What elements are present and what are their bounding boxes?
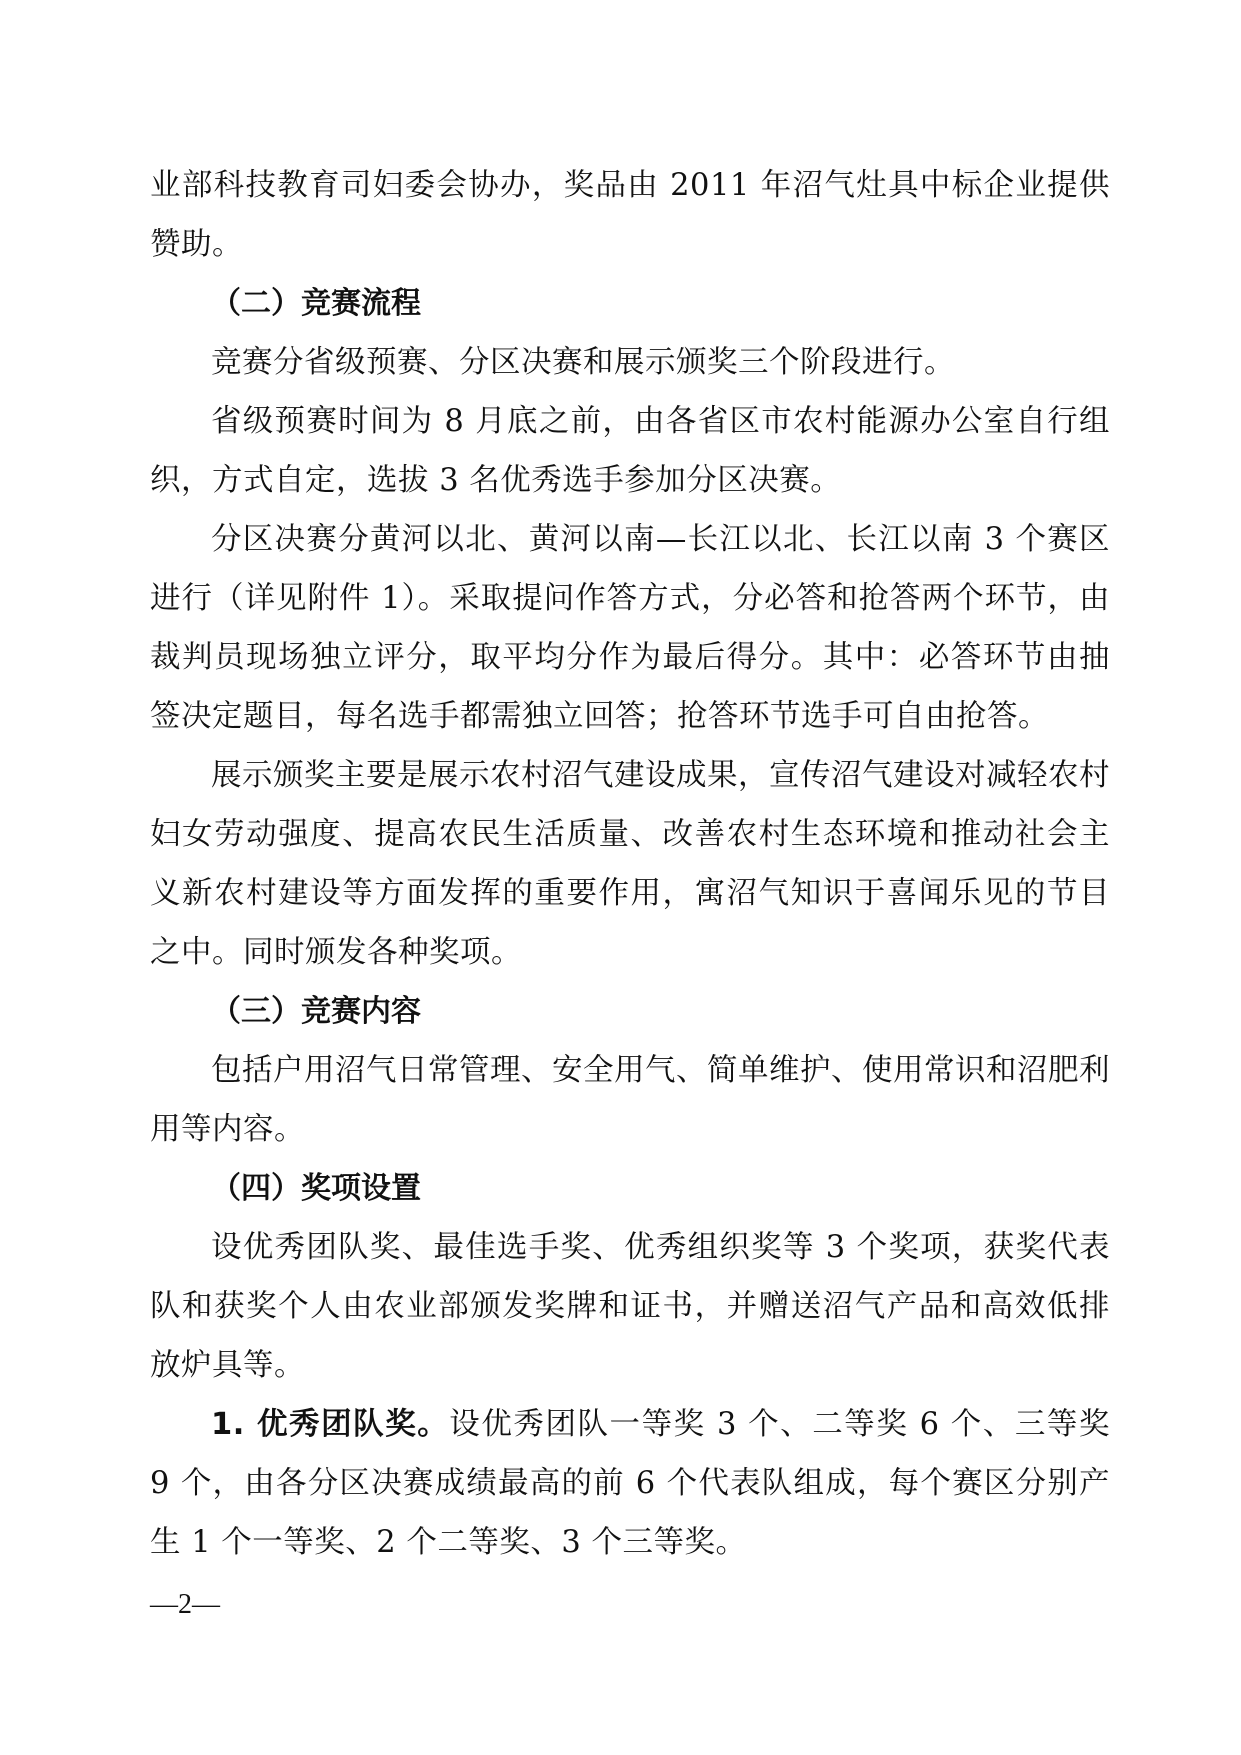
paragraph-team-award xyxy=(150,1395,1110,1572)
paragraph-award-show: 展示颁奖主要是展示农村沼气建设成果，宣传沼气建设对减轻农村妇女劳动强度、提高农民生活质量、改善农村生态环境和推动社会主义新农村建设等方面发挥的重要作用，寓沼气知识于喜闻乐见的节目之中。同时颁发各种奖项。 xyxy=(150,758,1110,970)
team-award-body: 设优秀团队一等奖 3 个、二等奖 6 个、三等奖 9 个，由各分区决赛成绩最高的前 6 个代表队组成，每个赛区分别产生 1 个一等奖、2 个二等奖、3 个三等奖。 xyxy=(150,1407,1110,1560)
team-award-lead: 1. 优秀团队奖。 xyxy=(211,1407,450,1442)
paragraph-regional-final: 分区决赛分黄河以北、黄河以南—长江以北、长江以南 3 个赛区进行（详见附件 1）。采取提问作答方式，分必答和抢答两个环节，由裁判员现场独立评分，取平均分作为最后得分。其中：必答环节由抽签决定题目，每名选手都需独立回答；抢答环节选手可自由抢答。 xyxy=(150,522,1110,734)
paragraph-continuation: 业部科技教育司妇委会协办，奖品由 2011 年沼气灶具中标企业提供赞助。 xyxy=(150,168,1110,262)
section-heading-content: （三）竞赛内容 xyxy=(211,994,421,1029)
section-heading-process: （二）竞赛流程 xyxy=(211,286,421,321)
paragraph-award-settings: 设优秀团队奖、最佳选手奖、优秀组织奖等 3 个奖项，获奖代表队和获奖个人由农业部颁发奖牌和证书，并赠送沼气产品和高效低排放炉具等。 xyxy=(150,1230,1110,1383)
paragraph-competition-content: 包括户用沼气日常管理、安全用气、简单维护、使用常识和沼肥利用等内容。 xyxy=(150,1053,1110,1147)
paragraph-provincial-preliminary: 省级预赛时间为 8 月底之前，由各省区市农村能源办公室自行组织，方式自定，选拔 3 名优秀选手参加分区决赛。 xyxy=(150,404,1110,498)
page-number: —2— xyxy=(150,1589,220,1620)
document-body xyxy=(150,156,1110,1572)
section-heading-awards: （四）奖项设置 xyxy=(211,1171,421,1206)
paragraph-stages: 竞赛分省级预赛、分区决赛和展示颁奖三个阶段进行。 xyxy=(211,345,955,380)
